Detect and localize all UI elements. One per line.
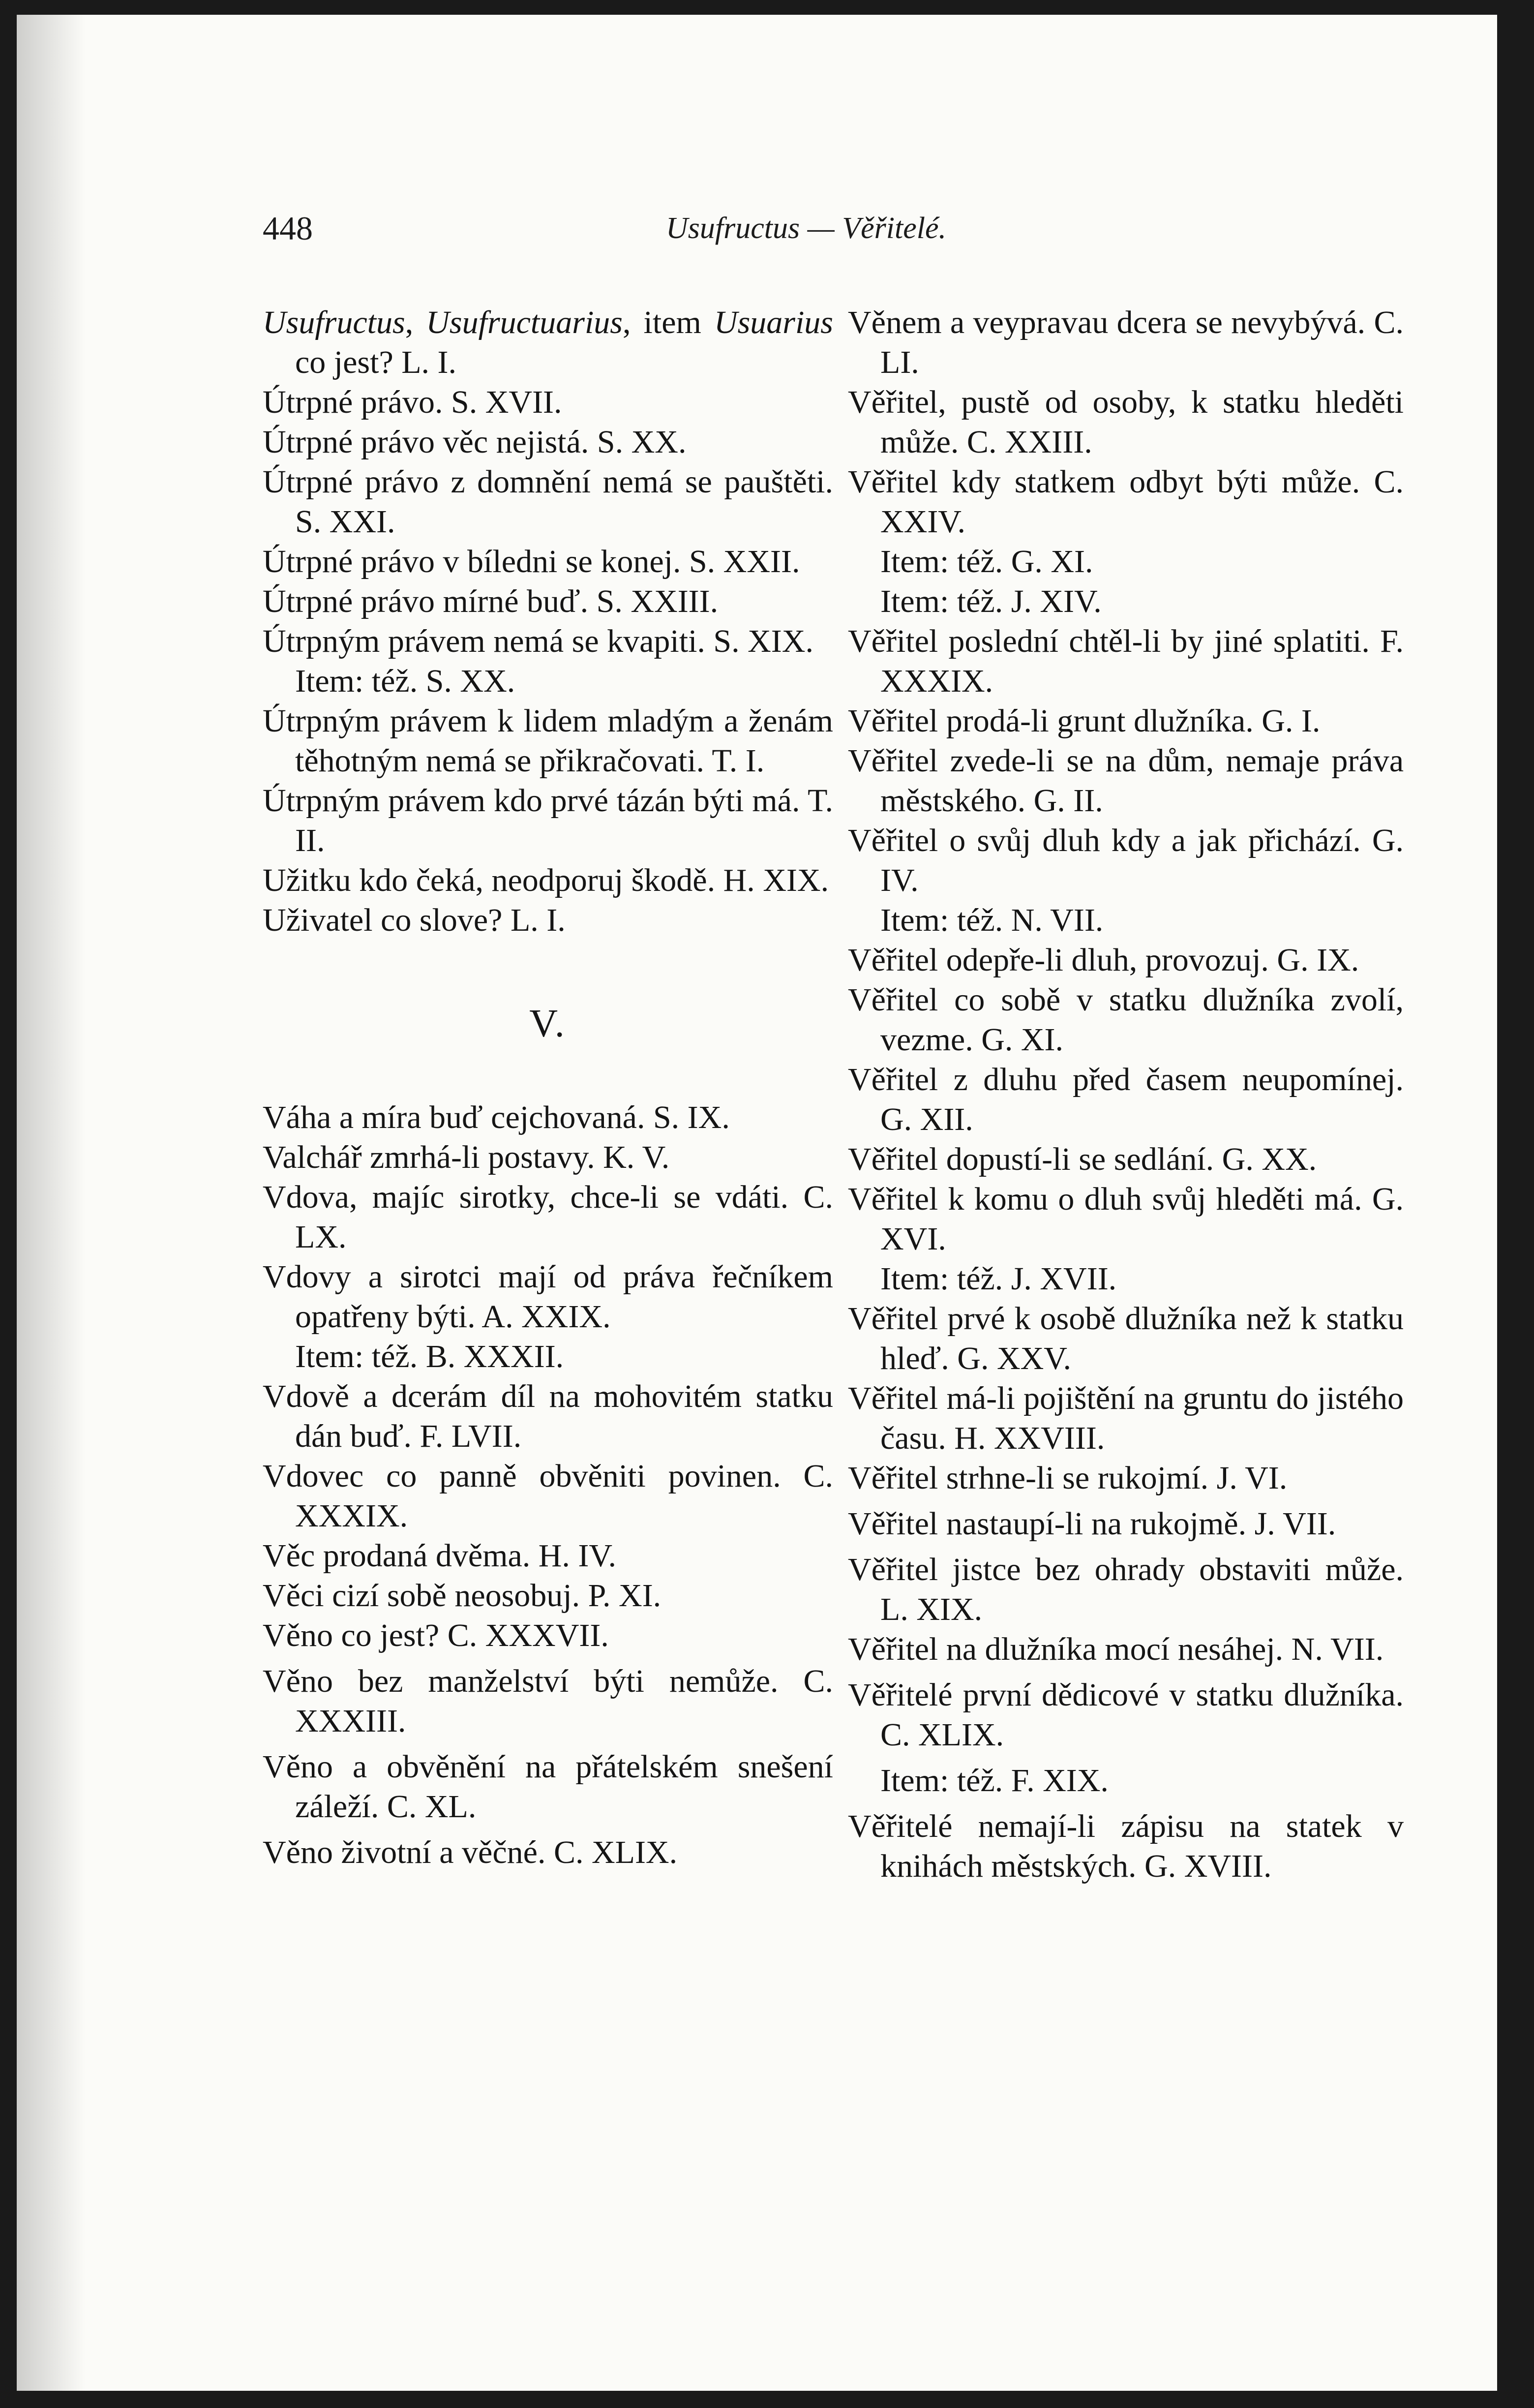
index-entry: Útrpné právo. S. XVII. [263, 384, 562, 420]
index-entry-item: Item: též. S. XX. [295, 663, 515, 699]
index-entry: Útrpné právo mírné buď. S. XXIII. [263, 583, 719, 619]
index-entry-item: Item: též. N. VII. [880, 902, 1104, 938]
index-entry: Věřitel na dlužníka mocí nesáhej. N. VII. [848, 1631, 1384, 1667]
index-entry-item: Item: též. J. XVII. [880, 1261, 1117, 1297]
index-entry: Věřitel odepře-li dluh, provozuj. G. IX. [848, 942, 1359, 978]
index-entry: Věno a obvěnění na přátelském snešení záleží. C. XL. [263, 1749, 833, 1825]
index-entry: Útrpným právem kdo prvé tázán býti má. T. II. [263, 783, 833, 858]
index-entry-item: Item: též. B. XXXII. [295, 1339, 564, 1374]
index-entry: Věřitel jistce bez ohrady obstaviti může. L. XIX. [848, 1552, 1404, 1627]
index-entry: Věřitel strhne-li se rukojmí. J. VI. [848, 1460, 1288, 1496]
index-entry: Věřitelé nemají-li zápisu na statek v knihách městských. G. XVIII. [848, 1808, 1404, 1884]
index-entry: Věřitel k komu o dluh svůj hleděti má. G. XVI. [848, 1181, 1404, 1257]
index-entry: Věřitel dopustí-li se sedlání. G. XX. [848, 1141, 1317, 1177]
index-entry: Věřitel, pustě od osoby, k statku hleděti může. C. XXIII. [848, 384, 1404, 460]
index-entry: Věřitel zvede-li se na dům, nemaje práva městského. G. II. [848, 743, 1404, 819]
index-entry: Užitku kdo čeká, neodporuj škodě. H. XIX. [263, 862, 829, 898]
book-page [17, 15, 1497, 2391]
index-entry: Uživatel co slove? L. I. [263, 902, 566, 938]
index-entry: Věřitel nastaupí-li na rukojmě. J. VII. [848, 1506, 1336, 1542]
index-entry: Věřitel poslední chtěl-li by jiné splatiti. F. XXXIX. [848, 623, 1404, 699]
index-entry-item: Item: též. F. XIX. [880, 1763, 1109, 1798]
index-entry: Vdově a dcerám díl na mohovitém statku dán buď. F. LVII. [263, 1378, 833, 1454]
index-entry: Věnem a veypravau dcera se nevybývá. C. LI. [848, 305, 1404, 380]
index-entry-item: Item: též. J. XIV. [880, 583, 1102, 619]
index-entry: Útrpným právem k lidem mladým a ženám těhotným nemá se přikračovati. T. I. [263, 703, 833, 779]
index-entry: Usufructus, Usufructuarius, item Usuarius co jest? L. I. [263, 305, 833, 380]
index-entry: Vdovec co panně obvěniti povinen. C. XXXIX. [263, 1458, 833, 1534]
index-entry: Věno bez manželství býti nemůže. C. XXXIII. [263, 1663, 833, 1739]
page-header [263, 209, 1030, 263]
index-entry: Valchář zmrhá-li postavy. K. V. [263, 1139, 670, 1175]
index-entry-item: Item: též. G. XI. [880, 544, 1093, 579]
index-entry: Věřitel prvé k osobě dlužníka než k statku hleď. G. XXV. [848, 1301, 1404, 1376]
index-entry: Věřitel co sobě v statku dlužníka zvolí, vezme. G. XI. [848, 982, 1404, 1058]
index-column-left [263, 303, 833, 1872]
running-head: Usufructus — Věřitelé. [666, 212, 946, 245]
index-entry: Věřitel o svůj dluh kdy a jak přichází. G. IV. [848, 823, 1404, 898]
index-entry: Vdovy a sirotci mají od práva řečníkem opatřeny býti. A. XXIX. [263, 1259, 833, 1335]
index-entry: Věci cizí sobě neosobuj. P. XI. [263, 1578, 662, 1614]
index-entry: Věno životní a věčné. C. XLIX. [263, 1834, 678, 1870]
index-entry: Útrpné právo z domnění nemá se pauštěti. S. XXI. [263, 464, 833, 540]
index-entry: Útrpným právem nemá se kvapiti. S. XIX. [263, 623, 813, 659]
index-entry: Věřitel z dluhu před časem neupomínej. G. XII. [848, 1062, 1404, 1137]
page-edge-shadow [17, 15, 86, 2391]
section-heading: V. [529, 1002, 567, 1045]
index-entry: Věřitel má-li pojištění na gruntu do jistého času. H. XXVIII. [848, 1380, 1404, 1456]
index-entry: Věřitel kdy statkem odbyt býti může. C. XXIV. [848, 464, 1404, 540]
index-entry: Váha a míra buď cejchovaná. S. IX. [263, 1099, 730, 1135]
page-number: 448 [263, 210, 313, 247]
index-entry: Věno co jest? C. XXXVII. [263, 1617, 609, 1653]
index-entry: Věc prodaná dvěma. H. IV. [263, 1538, 617, 1574]
index-entry: Útrpné právo v bíledni se konej. S. XXII. [263, 544, 800, 579]
index-column-right [848, 303, 1404, 1886]
index-entry: Útrpné právo věc nejistá. S. XX. [263, 424, 687, 460]
index-entry: Vdova, majíc sirotky, chce-li se vdáti. C. LX. [263, 1179, 833, 1255]
index-entry: Věřitelé první dědicové v statku dlužníka. C. XLIX. [848, 1677, 1404, 1753]
index-entry: Věřitel prodá-li grunt dlužníka. G. I. [848, 703, 1321, 739]
